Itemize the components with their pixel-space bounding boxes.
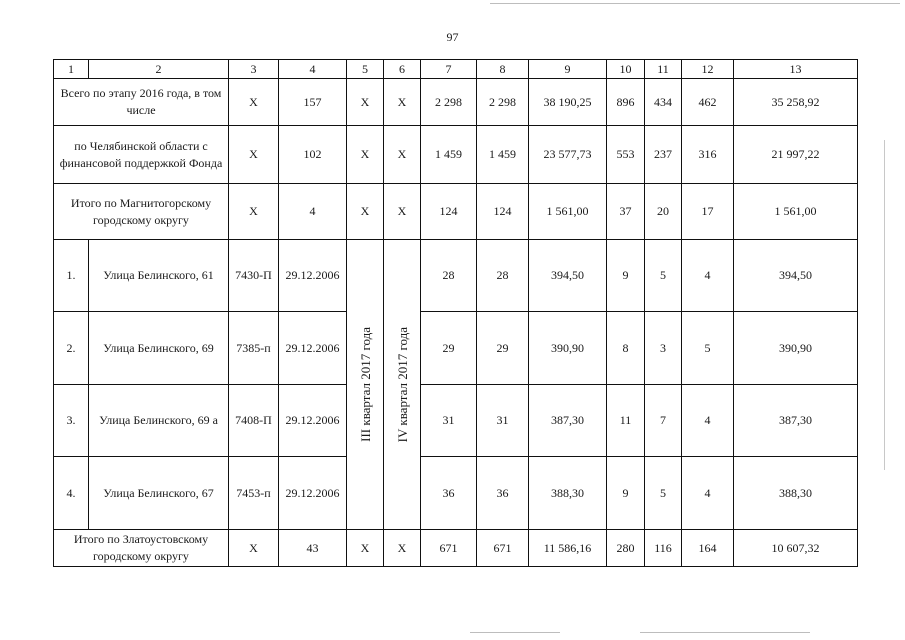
row-label: Итого по Магнитогорскому городскому округу [54,184,229,240]
cell: X [347,126,384,184]
cell: 37 [607,184,645,240]
cell: 43 [279,530,347,567]
cell: X [384,184,421,240]
cell: X [347,79,384,126]
item-date: 29.12.2006 [279,385,347,457]
cell: 5 [645,457,682,530]
col-number: 13 [734,60,858,79]
item-address: Улица Белинского, 69 а [89,385,229,457]
cell: X [229,184,279,240]
cell: 23 577,73 [529,126,607,184]
col-number: 8 [477,60,529,79]
cell: X [384,79,421,126]
col-number: 6 [384,60,421,79]
col-number: 3 [229,60,279,79]
item-row [54,240,858,312]
cell: 35 258,92 [734,79,858,126]
cell: 29 [421,312,477,385]
cell: 390,90 [529,312,607,385]
quarter-end-cell [384,240,421,530]
cell: 280 [607,530,645,567]
cell: 31 [477,385,529,457]
scan-artifact-top [490,3,900,4]
item-number: 1. [54,240,89,312]
col-number: 11 [645,60,682,79]
cell: 553 [607,126,645,184]
cell: 9 [607,240,645,312]
col-number: 12 [682,60,734,79]
item-date: 29.12.2006 [279,312,347,385]
col-number: 9 [529,60,607,79]
cell: 388,30 [529,457,607,530]
cell: 21 997,22 [734,126,858,184]
page-number: 97 [446,30,459,44]
scan-artifact-edge [884,140,885,470]
cell: X [229,530,279,567]
scan-artifact-bottom [640,632,810,633]
cell: 5 [682,312,734,385]
cell: 4 [682,240,734,312]
cell: 671 [477,530,529,567]
quarter-start-text: III квартал 2017 года [357,327,373,442]
cell: 1 459 [477,126,529,184]
footer-row-zlatoust [54,530,858,567]
cell: 28 [421,240,477,312]
cell: X [384,126,421,184]
summary-row-total-2016 [54,79,858,126]
scan-artifact-bottom [470,632,560,633]
item-number: 4. [54,457,89,530]
quarter-end-text: IV квартал 2017 года [394,326,410,443]
cell: X [229,79,279,126]
cell: 237 [645,126,682,184]
cell: 102 [279,126,347,184]
cell: 124 [477,184,529,240]
cell: 11 586,16 [529,530,607,567]
cell: 29 [477,312,529,385]
col-number: 7 [421,60,477,79]
cell: 157 [279,79,347,126]
item-address: Улица Белинского, 61 [89,240,229,312]
item-date: 29.12.2006 [279,457,347,530]
cell: 36 [477,457,529,530]
cell: 1 561,00 [734,184,858,240]
cell: X [347,530,384,567]
cell: 116 [645,530,682,567]
item-row [54,312,858,385]
cell: 316 [682,126,734,184]
quarter-start-cell [347,240,384,530]
cell: 394,50 [529,240,607,312]
cell: 10 607,32 [734,530,858,567]
item-number: 3. [54,385,89,457]
cell: 390,90 [734,312,858,385]
col-number: 4 [279,60,347,79]
cell: 9 [607,457,645,530]
cell: 462 [682,79,734,126]
item-number: 2. [54,312,89,385]
header-row [54,60,858,79]
cell: 38 190,25 [529,79,607,126]
row-label: Итого по Златоустовскому городскому округу [54,530,229,567]
cell: 434 [645,79,682,126]
item-address: Улица Белинского, 67 [89,457,229,530]
summary-row-magnitogorsk [54,184,858,240]
cell: 11 [607,385,645,457]
cell: 394,50 [734,240,858,312]
col-number: 1 [54,60,89,79]
cell: 124 [421,184,477,240]
cell: 2 298 [477,79,529,126]
item-address: Улица Белинского, 69 [89,312,229,385]
cell: X [229,126,279,184]
cell: 4 [682,457,734,530]
col-number: 5 [347,60,384,79]
summary-row-chelyabinsk [54,126,858,184]
col-number: 2 [89,60,229,79]
cell: 4 [682,385,734,457]
cell: 388,30 [734,457,858,530]
col-number: 10 [607,60,645,79]
cell: 1 561,00 [529,184,607,240]
cell: 28 [477,240,529,312]
cell: 36 [421,457,477,530]
cell: 8 [607,312,645,385]
cell: 4 [279,184,347,240]
item-registration: 7408-П [229,385,279,457]
cell: X [384,530,421,567]
cell: 31 [421,385,477,457]
cell: 671 [421,530,477,567]
item-registration: 7430-П [229,240,279,312]
cell: 387,30 [529,385,607,457]
item-registration: 7453-п [229,457,279,530]
item-date: 29.12.2006 [279,240,347,312]
item-row [54,457,858,530]
cell: X [347,184,384,240]
cell: 896 [607,79,645,126]
cell: 2 298 [421,79,477,126]
cell: 1 459 [421,126,477,184]
item-registration: 7385-п [229,312,279,385]
cell: 387,30 [734,385,858,457]
cell: 17 [682,184,734,240]
cell: 7 [645,385,682,457]
item-row [54,385,858,457]
cell: 3 [645,312,682,385]
cell: 164 [682,530,734,567]
cell: 20 [645,184,682,240]
row-label: по Челябинской области с финансовой поддержкой Фонда [54,126,229,184]
data-table [53,59,858,567]
cell: 5 [645,240,682,312]
row-label: Всего по этапу 2016 года, в том числе [54,79,229,126]
